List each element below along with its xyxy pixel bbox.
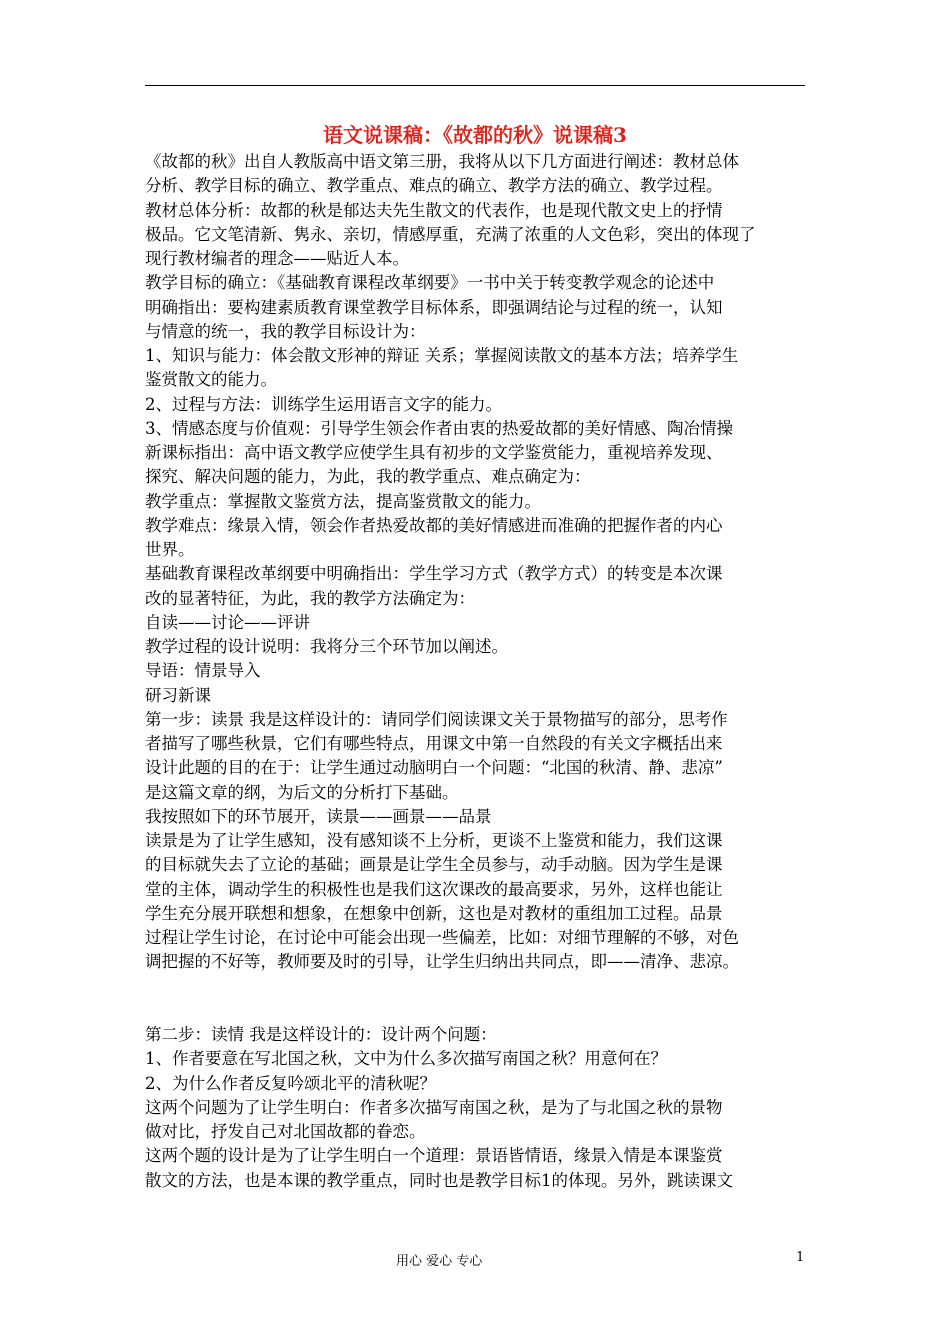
- text-line: 第一步：读景 我是这样设计的：请同学们阅读课文关于景物描写的部分，思考作: [145, 709, 728, 729]
- text-line: 明确指出：要构建素质教育课堂教学目标体系，即强调结论与过程的统一，认知: [145, 297, 723, 317]
- text-line: 教学过程的设计说明：我将分三个环节加以阐述。: [145, 637, 508, 656]
- text-line: 探究、解决问题的能力，为此，我的教学重点、难点确定为：: [145, 467, 591, 487]
- text-line: 做对比，抒发自己对北国故都的眷恋。: [145, 1122, 426, 1141]
- footer-motto: 用心 爱心 专心: [396, 1254, 483, 1269]
- text-line: 2、过程与方法：训练学生运用语言文字的能力。: [145, 394, 502, 414]
- text-line: 教学难点：缘景入情，领会作者热爱故都的美好情感进而准确的把握作者的内心: [145, 515, 723, 535]
- text-line: 1、作者要意在写北国之秋，文中为什么多次描写南国之秋？用意何在？: [145, 1049, 667, 1069]
- text-line: 教学目标的确立：《基础教育课程改革纲要》一书中关于转变教学观念的论述中: [145, 273, 715, 293]
- text-line: 调把握的不好等，教师要及时的引导，让学生归纳出共同点，即——清净、悲凉。: [145, 952, 739, 972]
- text-line: 过程让学生讨论，在讨论中可能会出现一些偏差，比如：对细节理解的不够，对色: [145, 928, 739, 947]
- text-line: 这两个问题为了让学生明白：作者多次描写南国之秋，是为了与北国之秋的景物: [145, 1097, 723, 1117]
- text-line: 者描写了哪些秋景，它们有哪些特点，用课文中第一自然段的有关文字概括出来: [145, 734, 723, 753]
- header-rule: [145, 85, 805, 86]
- text-line: 基础教育课程改革纲要中明确指出：学生学习方式（教学方式）的转变是本次课: [145, 564, 723, 584]
- text-line: 自读——讨论——评讲: [145, 612, 310, 632]
- text-line: 设计此题的目的在于：让学生通过动脑明白一个问题：“北国的秋清、静、悲凉”: [145, 758, 723, 778]
- blank-spacer: [145, 975, 805, 1024]
- text-line: 研习新课: [145, 685, 211, 705]
- text-line: 学生充分展开联想和想象，在想象中创新，这也是对教材的重组加工过程。品景: [145, 903, 723, 923]
- text-line: 新课标指出：高中语文教学应使学生具有初步的文学鉴赏能力，重视培养发现、: [145, 443, 723, 462]
- text-line: 导语：情景导入: [145, 661, 261, 681]
- body-block-1: [145, 150, 805, 975]
- text-line: 极品。它文笔清新、隽永、亲切，情感厚重，充满了浓重的人文色彩，突出的体现了: [145, 224, 756, 244]
- text-line: 1、知识与能力：体会散文形神的辩证 关系；掌握阅读散文的基本方法；培养学生: [145, 346, 739, 365]
- text-line: 与情意的统一，我的教学目标设计为：: [145, 321, 426, 341]
- document-body: [145, 150, 805, 1193]
- text-line: 《故都的秋》出自人教版高中语文第三册，我将从以下几方面进行阐述：教材总体: [145, 152, 739, 171]
- document-title: 语文说课稿：《故都的秋》说课稿3: [323, 123, 627, 147]
- text-line: 第二步：读情 我是这样设计的：设计两个问题：: [145, 1025, 497, 1044]
- text-line: 教材总体分析：故都的秋是郁达夫先生散文的代表作，也是现代散文史上的抒情: [145, 200, 723, 220]
- text-line: 这两个题的设计是为了让学生明白一个道理：景语皆情语，缘景入情是本课鉴赏: [145, 1146, 723, 1166]
- text-line: 3、情感态度与价值观：引导学生领会作者由衷的热爱故都的美好情感、陶冶情操: [145, 418, 733, 438]
- text-line: 改的显著特征，为此，我的教学方法确定为：: [145, 588, 475, 608]
- text-line: 鉴赏散文的能力。: [145, 370, 277, 390]
- text-line: 是这篇文章的纲，为后文的分析打下基础。: [145, 782, 459, 802]
- text-line: 世界。: [145, 540, 195, 559]
- text-line: 2、为什么作者反复吟颂北平的清秋呢？: [145, 1073, 436, 1093]
- text-line: 我按照如下的环节展开，读景——画景——品景: [145, 806, 492, 826]
- text-line: 教学重点：掌握散文鉴赏方法，提高鉴赏散文的能力。: [145, 491, 541, 511]
- page-number: 1: [796, 1250, 805, 1265]
- text-line: 分析、教学目标的确立、教学重点、难点的确立、教学方法的确立、教学过程。: [145, 176, 723, 196]
- text-line: 散文的方法，也是本课的教学重点，同时也是教学目标1的体现。另外，跳读课文: [145, 1170, 733, 1190]
- text-line: 堂的主体，调动学生的积极性也是我们这次课改的最高要求，另外，这样也能让: [145, 879, 723, 899]
- text-line: 读景是为了让学生感知，没有感知谈不上分析，更谈不上鉴赏和能力，我们这课: [145, 831, 723, 850]
- body-block-2: [145, 1023, 805, 1193]
- text-line: 现行教材编者的理念——贴近人本。: [145, 249, 409, 268]
- text-line: 的目标就失去了立论的基础；画景是让学生全员参与，动手动脑。因为学生是课: [145, 855, 723, 875]
